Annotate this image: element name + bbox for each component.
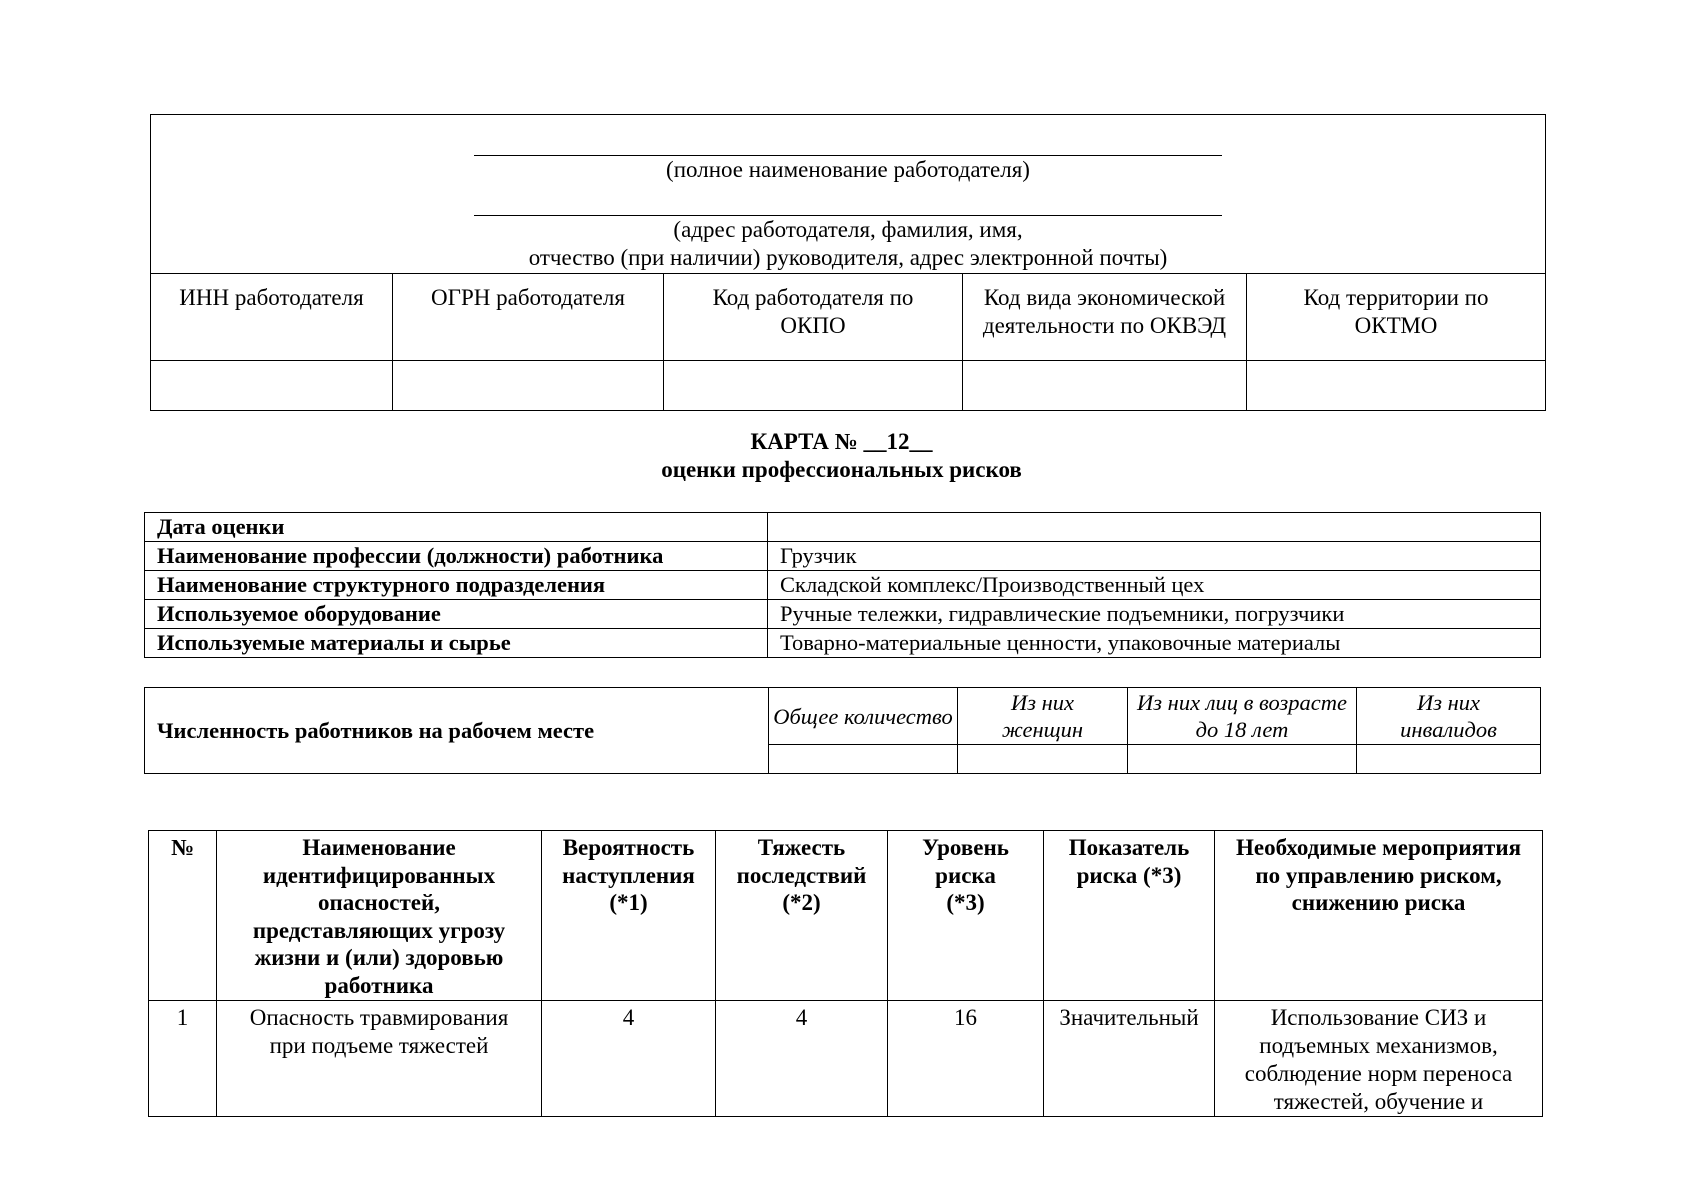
risk-cell-severity: 4 [716,1001,888,1117]
card-title [0,428,1683,484]
card-number: __12__ [863,429,933,454]
employer-block [150,114,1546,411]
code-label-oktmo: Код территории по ОКТМО [1247,274,1546,361]
workers-table [144,687,1541,774]
risk-header-indicator: Показатель риска (*3) [1044,831,1215,1001]
info-label-equipment: Используемое оборудование [145,600,768,629]
risk-cell-indicator: Значительный [1044,1001,1215,1117]
info-row [145,571,1541,600]
workers-col-women: Из них женщин [958,688,1128,745]
risk-header-number: № [149,831,217,1001]
info-value-date [768,513,1541,542]
workers-value-under18 [1128,745,1357,774]
risk-cell-level: 16 [888,1001,1044,1117]
card-subtitle: оценки профессиональных рисков [661,457,1022,482]
card-title-prefix: КАРТА № [750,429,864,454]
workers-label: Численность работников на рабочем месте [145,688,769,774]
workers-value-disabled [1357,745,1541,774]
code-value-ogrn [393,361,664,411]
risk-cell-probability: 4 [542,1001,716,1117]
info-value-materials: Товарно-материальные ценности, упаковочные материалы [768,629,1541,658]
risk-header-level: Уровень риска (*3) [888,831,1044,1001]
employer-header-cell [151,115,1546,274]
risk-cell-number: 1 [149,1001,217,1117]
code-value-oktmo [1247,361,1546,411]
risk-header-probability: Вероятность наступления (*1) [542,831,716,1001]
employer-name-caption: (полное наименование работодателя) [666,157,1030,182]
risk-table [148,830,1543,1117]
info-table [144,512,1541,658]
employer-name-blank [474,127,1222,156]
code-label-okpo: Код работодателя по ОКПО [664,274,963,361]
info-row [145,513,1541,542]
workers-value-women [958,745,1128,774]
risk-header-severity: Тяжесть последствий (*2) [716,831,888,1001]
info-row [145,629,1541,658]
code-label-ogrn: ОГРН работодателя [393,274,664,361]
info-label-department: Наименование структурного подразделения [145,571,768,600]
info-value-department: Складской комплекс/Производственный цех [768,571,1541,600]
workers-value-total [769,745,958,774]
employer-address-caption-1: (адрес работодателя, фамилия, имя, [673,217,1023,242]
code-value-inn [151,361,393,411]
info-label-materials: Используемые материалы и сырье [145,629,768,658]
code-value-okved [963,361,1247,411]
workers-col-disabled: Из них инвалидов [1357,688,1541,745]
info-value-profession: Грузчик [768,542,1541,571]
risk-header-measures: Необходимые мероприятия по управлению риском, снижению риска [1215,831,1543,1001]
code-label-inn: ИНН работодателя [151,274,393,361]
risk-cell-measures: Использование СИЗ и подъемных механизмов, соблюдение норм переноса тяжестей, обучение и [1215,1001,1543,1117]
workers-col-total: Общее количество [769,688,958,745]
info-value-equipment: Ручные тележки, гидравлические подъемники, погрузчики [768,600,1541,629]
employer-address-caption-2: отчество (при наличии) руководителя, адрес электронной почты) [528,245,1168,270]
risk-header-row [149,831,1543,1001]
risk-cell-hazard: Опасность травмирования при подъеме тяжестей [217,1001,542,1117]
info-row [145,542,1541,571]
risk-header-hazard: Наименование идентифицированных опасностей, представляющих угрозу жизни и (или) здоровью работника [217,831,542,1001]
info-row [145,600,1541,629]
workers-col-under18: Из них лиц в возрасте до 18 лет [1128,688,1357,745]
code-value-okpo [664,361,963,411]
risk-row [149,1001,1543,1117]
employer-address-blank [474,187,1222,216]
code-label-okved: Код вида экономической деятельности по ОКВЭД [963,274,1247,361]
info-label-profession: Наименование профессии (должности) работника [145,542,768,571]
info-label-date: Дата оценки [145,513,768,542]
